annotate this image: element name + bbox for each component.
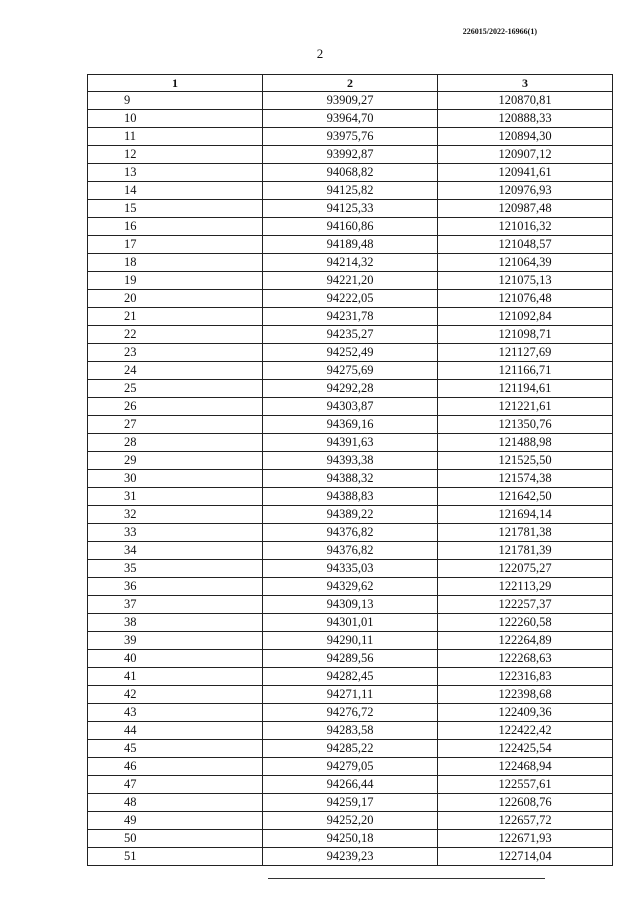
point-number-cell: 33 — [88, 524, 263, 542]
table-row — [88, 146, 613, 164]
x-coordinate-cell: 94235,27 — [263, 326, 438, 344]
y-coordinate-cell: 121076,48 — [438, 290, 613, 308]
x-coordinate-cell: 94160,86 — [263, 218, 438, 236]
point-number-cell: 22 — [88, 326, 263, 344]
y-coordinate-cell: 122425,54 — [438, 740, 613, 758]
table-row — [88, 326, 613, 344]
point-number-cell: 14 — [88, 182, 263, 200]
table-row — [88, 380, 613, 398]
x-coordinate-cell: 94369,16 — [263, 416, 438, 434]
y-coordinate-cell: 122608,76 — [438, 794, 613, 812]
x-coordinate-cell: 94271,11 — [263, 686, 438, 704]
y-coordinate-cell: 122557,61 — [438, 776, 613, 794]
y-coordinate-cell: 122714,04 — [438, 848, 613, 866]
x-coordinate-cell: 94250,18 — [263, 830, 438, 848]
column-header-1: 1 — [88, 75, 263, 92]
y-coordinate-cell: 122409,36 — [438, 704, 613, 722]
point-number-cell: 35 — [88, 560, 263, 578]
x-coordinate-cell: 94279,05 — [263, 758, 438, 776]
y-coordinate-cell: 122260,58 — [438, 614, 613, 632]
y-coordinate-cell: 121075,13 — [438, 272, 613, 290]
x-coordinate-cell: 94259,17 — [263, 794, 438, 812]
table-row — [88, 182, 613, 200]
table-header-row — [88, 75, 613, 92]
table-row — [88, 830, 613, 848]
table-row — [88, 362, 613, 380]
y-coordinate-cell: 120888,33 — [438, 110, 613, 128]
table-row — [88, 776, 613, 794]
table-row — [88, 236, 613, 254]
y-coordinate-cell: 121092,84 — [438, 308, 613, 326]
x-coordinate-cell: 94252,20 — [263, 812, 438, 830]
x-coordinate-cell: 94290,11 — [263, 632, 438, 650]
y-coordinate-cell: 122422,42 — [438, 722, 613, 740]
x-coordinate-cell: 94231,78 — [263, 308, 438, 326]
table-row — [88, 542, 613, 560]
table-row — [88, 794, 613, 812]
table-row — [88, 848, 613, 866]
point-number-cell: 18 — [88, 254, 263, 272]
table-row — [88, 596, 613, 614]
y-coordinate-cell: 121488,98 — [438, 434, 613, 452]
point-number-cell: 45 — [88, 740, 263, 758]
table-row — [88, 128, 613, 146]
x-coordinate-cell: 94222,05 — [263, 290, 438, 308]
table-row — [88, 110, 613, 128]
y-coordinate-cell: 121048,57 — [438, 236, 613, 254]
point-number-cell: 47 — [88, 776, 263, 794]
y-coordinate-cell: 122398,68 — [438, 686, 613, 704]
point-number-cell: 16 — [88, 218, 263, 236]
point-number-cell: 40 — [88, 650, 263, 668]
y-coordinate-cell: 122316,83 — [438, 668, 613, 686]
x-coordinate-cell: 93975,76 — [263, 128, 438, 146]
y-coordinate-cell: 121016,32 — [438, 218, 613, 236]
table-row — [88, 218, 613, 236]
table-row — [88, 524, 613, 542]
x-coordinate-cell: 93964,70 — [263, 110, 438, 128]
x-coordinate-cell: 94376,82 — [263, 524, 438, 542]
x-coordinate-cell: 94292,28 — [263, 380, 438, 398]
table-row — [88, 668, 613, 686]
y-coordinate-cell: 120870,81 — [438, 92, 613, 110]
table-row — [88, 254, 613, 272]
table-row — [88, 560, 613, 578]
x-coordinate-cell: 94068,82 — [263, 164, 438, 182]
table-row — [88, 434, 613, 452]
table-row — [88, 614, 613, 632]
x-coordinate-cell: 94289,56 — [263, 650, 438, 668]
x-coordinate-cell: 94214,32 — [263, 254, 438, 272]
x-coordinate-cell: 94303,87 — [263, 398, 438, 416]
column-header-3: 3 — [438, 75, 613, 92]
point-number-cell: 11 — [88, 128, 263, 146]
point-number-cell: 30 — [88, 470, 263, 488]
x-coordinate-cell: 94282,45 — [263, 668, 438, 686]
point-number-cell: 32 — [88, 506, 263, 524]
x-coordinate-cell: 94309,13 — [263, 596, 438, 614]
y-coordinate-cell: 121781,39 — [438, 542, 613, 560]
y-coordinate-cell: 121574,38 — [438, 470, 613, 488]
y-coordinate-cell: 122075,27 — [438, 560, 613, 578]
table-row — [88, 632, 613, 650]
x-coordinate-cell: 93909,27 — [263, 92, 438, 110]
point-number-cell: 26 — [88, 398, 263, 416]
point-number-cell: 27 — [88, 416, 263, 434]
point-number-cell: 42 — [88, 686, 263, 704]
table-row — [88, 416, 613, 434]
x-coordinate-cell: 94252,49 — [263, 344, 438, 362]
point-number-cell: 41 — [88, 668, 263, 686]
coordinates-table — [87, 74, 613, 866]
x-coordinate-cell: 94388,83 — [263, 488, 438, 506]
x-coordinate-cell: 94189,48 — [263, 236, 438, 254]
footer-divider — [268, 878, 545, 879]
point-number-cell: 20 — [88, 290, 263, 308]
point-number-cell: 17 — [88, 236, 263, 254]
point-number-cell: 48 — [88, 794, 263, 812]
table-row — [88, 308, 613, 326]
table-row — [88, 398, 613, 416]
table-row — [88, 758, 613, 776]
table-row — [88, 344, 613, 362]
x-coordinate-cell: 94275,69 — [263, 362, 438, 380]
y-coordinate-cell: 121781,38 — [438, 524, 613, 542]
x-coordinate-cell: 94125,82 — [263, 182, 438, 200]
table-row — [88, 488, 613, 506]
y-coordinate-cell: 121166,71 — [438, 362, 613, 380]
table-row — [88, 650, 613, 668]
y-coordinate-cell: 121098,71 — [438, 326, 613, 344]
point-number-cell: 28 — [88, 434, 263, 452]
point-number-cell: 29 — [88, 452, 263, 470]
y-coordinate-cell: 121350,76 — [438, 416, 613, 434]
table-row — [88, 452, 613, 470]
point-number-cell: 38 — [88, 614, 263, 632]
column-header-2: 2 — [263, 75, 438, 92]
y-coordinate-cell: 122268,63 — [438, 650, 613, 668]
table-row — [88, 164, 613, 182]
x-coordinate-cell: 94388,32 — [263, 470, 438, 488]
x-coordinate-cell: 94221,20 — [263, 272, 438, 290]
y-coordinate-cell: 121064,39 — [438, 254, 613, 272]
point-number-cell: 12 — [88, 146, 263, 164]
y-coordinate-cell: 121127,69 — [438, 344, 613, 362]
y-coordinate-cell: 122113,29 — [438, 578, 613, 596]
point-number-cell: 23 — [88, 344, 263, 362]
y-coordinate-cell: 121194,61 — [438, 380, 613, 398]
x-coordinate-cell: 94389,22 — [263, 506, 438, 524]
point-number-cell: 24 — [88, 362, 263, 380]
table-row — [88, 272, 613, 290]
y-coordinate-cell: 121642,50 — [438, 488, 613, 506]
x-coordinate-cell: 94266,44 — [263, 776, 438, 794]
y-coordinate-cell: 122468,94 — [438, 758, 613, 776]
point-number-cell: 50 — [88, 830, 263, 848]
x-coordinate-cell: 94393,38 — [263, 452, 438, 470]
table-row — [88, 92, 613, 110]
table-row — [88, 290, 613, 308]
point-number-cell: 46 — [88, 758, 263, 776]
x-coordinate-cell: 94239,23 — [263, 848, 438, 866]
point-number-cell: 25 — [88, 380, 263, 398]
point-number-cell: 39 — [88, 632, 263, 650]
point-number-cell: 9 — [88, 92, 263, 110]
table-row — [88, 506, 613, 524]
table-row — [88, 578, 613, 596]
y-coordinate-cell: 122264,89 — [438, 632, 613, 650]
table-row — [88, 200, 613, 218]
point-number-cell: 36 — [88, 578, 263, 596]
y-coordinate-cell: 122257,37 — [438, 596, 613, 614]
page-number: 2 — [316, 46, 324, 61]
table-row — [88, 470, 613, 488]
point-number-cell: 44 — [88, 722, 263, 740]
x-coordinate-cell: 94283,58 — [263, 722, 438, 740]
x-coordinate-cell: 94376,82 — [263, 542, 438, 560]
point-number-cell: 31 — [88, 488, 263, 506]
point-number-cell: 10 — [88, 110, 263, 128]
point-number-cell: 13 — [88, 164, 263, 182]
y-coordinate-cell: 120907,12 — [438, 146, 613, 164]
y-coordinate-cell: 121694,14 — [438, 506, 613, 524]
document-id: 226015/2022-16966(1) — [462, 27, 537, 36]
point-number-cell: 15 — [88, 200, 263, 218]
y-coordinate-cell: 120894,30 — [438, 128, 613, 146]
x-coordinate-cell: 94391,63 — [263, 434, 438, 452]
x-coordinate-cell: 94276,72 — [263, 704, 438, 722]
point-number-cell: 19 — [88, 272, 263, 290]
y-coordinate-cell: 122671,93 — [438, 830, 613, 848]
y-coordinate-cell: 121525,50 — [438, 452, 613, 470]
y-coordinate-cell: 120987,48 — [438, 200, 613, 218]
x-coordinate-cell: 94285,22 — [263, 740, 438, 758]
table-row — [88, 704, 613, 722]
y-coordinate-cell: 122657,72 — [438, 812, 613, 830]
point-number-cell: 49 — [88, 812, 263, 830]
y-coordinate-cell: 120941,61 — [438, 164, 613, 182]
x-coordinate-cell: 94301,01 — [263, 614, 438, 632]
table-row — [88, 686, 613, 704]
point-number-cell: 21 — [88, 308, 263, 326]
table-row — [88, 740, 613, 758]
point-number-cell: 37 — [88, 596, 263, 614]
x-coordinate-cell: 93992,87 — [263, 146, 438, 164]
x-coordinate-cell: 94335,03 — [263, 560, 438, 578]
x-coordinate-cell: 94329,62 — [263, 578, 438, 596]
y-coordinate-cell: 121221,61 — [438, 398, 613, 416]
table-row — [88, 812, 613, 830]
table-row — [88, 722, 613, 740]
point-number-cell: 34 — [88, 542, 263, 560]
x-coordinate-cell: 94125,33 — [263, 200, 438, 218]
point-number-cell: 51 — [88, 848, 263, 866]
point-number-cell: 43 — [88, 704, 263, 722]
y-coordinate-cell: 120976,93 — [438, 182, 613, 200]
